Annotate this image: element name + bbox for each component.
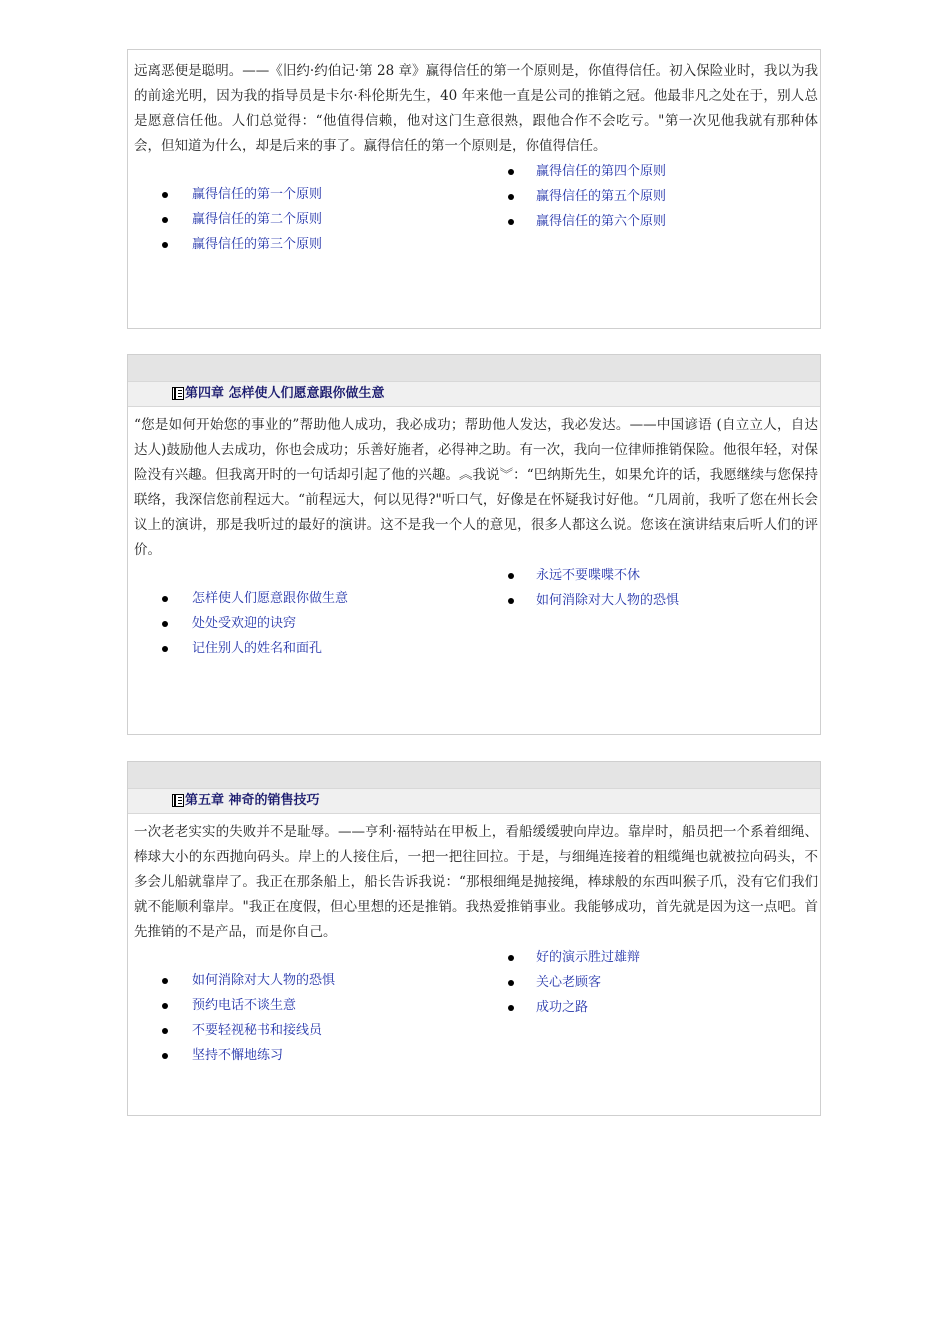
section-3-link-5[interactable]: 好的演示胜过雄辩 bbox=[536, 950, 641, 965]
book-icon bbox=[172, 794, 184, 807]
list-item bbox=[128, 1018, 498, 1043]
bullet-icon bbox=[162, 242, 168, 248]
chapter-title: 第四章 怎样使人们愿意跟你做生意 bbox=[185, 386, 385, 401]
bullet-icon bbox=[508, 598, 514, 604]
section-3-left-links bbox=[128, 968, 498, 1068]
list-item bbox=[128, 159, 822, 184]
list-item bbox=[128, 1043, 498, 1068]
bullet-icon bbox=[162, 1053, 168, 1059]
section-3-link-4[interactable]: 坚持不懈地练习 bbox=[192, 1048, 284, 1063]
section-box-3 bbox=[127, 761, 821, 1116]
section-2-chapter-bar bbox=[128, 381, 820, 407]
bullet-icon bbox=[162, 192, 168, 198]
section-3-paragraph: 一次老老实实的失败并不是耻辱。——亨利·福特站在甲板上，看船缓缓驶向岸边。靠岸时，船员把一个系着细绳、棒球大小的东西抛向码头。岸上的人接住后，一把一把往回拉。于是，与细绳连接着的粗缆绳也就被拉向码头，不多会儿船就靠岸了。我正在那条船上，船长告诉我说：“那根细绳是抛接绳，棒球般的东西叫猴子爪，没有它们我们就不能顺利靠岸。"我正在度假，但心里想的还是推销。我热爱推销事业。我能够成功，首先就是因为这一点吧。首先推销的不是产品，而是你自己。 bbox=[134, 824, 818, 940]
section-3-header-band bbox=[128, 762, 820, 788]
book-icon bbox=[172, 387, 184, 400]
bullet-icon bbox=[162, 621, 168, 627]
section-box-1 bbox=[127, 49, 821, 329]
section-3-link-3[interactable]: 不要轻视秘书和接线员 bbox=[192, 1023, 323, 1038]
bullet-icon bbox=[508, 955, 514, 961]
bullet-icon bbox=[508, 573, 514, 579]
section-1-links bbox=[128, 159, 820, 279]
list-item bbox=[128, 182, 498, 207]
list-item bbox=[128, 968, 498, 993]
section-2-left-links bbox=[128, 586, 498, 661]
section-2-links bbox=[128, 563, 820, 683]
section-1-link-2[interactable]: 赢得信任的第二个原则 bbox=[192, 212, 323, 227]
section-3-chapter-bar bbox=[128, 788, 820, 814]
section-2-link-1[interactable]: 怎样使人们愿意跟你做生意 bbox=[192, 591, 349, 606]
list-item bbox=[128, 945, 822, 970]
section-1-paragraph: 远离恶便是聪明。——《旧约·约伯记·第 28 章》赢得信任的第一个原则是，你值得信任。初入保险业时，我以为我的前途光明，因为我的指导员是卡尔·科伦斯先生，40 年来他一直是公司的推销之冠。他最非凡之处在于，别人总是愿意信任他。人们总觉得：“他值得信赖，他对这门生意很熟，跟他合作不会吃亏。"第一次见他我就有那种体会，但知道为什么，却是后来的事了。赢得信任的第一个原则是，你值得信任。 bbox=[134, 63, 818, 154]
section-2-link-2[interactable]: 处处受欢迎的诀窍 bbox=[192, 616, 297, 631]
bullet-icon bbox=[162, 978, 168, 984]
section-2-link-4[interactable]: 永远不要喋喋不休 bbox=[536, 568, 641, 583]
section-2-link-5[interactable]: 如何消除对大人物的恐惧 bbox=[536, 593, 680, 608]
section-2-paragraph: “您是如何开始您的事业的”帮助他人成功，我必成功；帮助他人发达，我必发达。——中国谚语 (自立立人，自达达人)鼓励他人去成功，你也会成功；乐善好施者，必得神之助。有一次，我向一位律师推销保险。他很年轻，对保险没有兴趣。但我离开时的一句话却引起了他的兴趣。︽我说︾：“巴纳斯先生，如果允许的话，我愿继续与您保持联络，我深信您前程远大。“前程远大，何以见得?"听口气，好像是在怀疑我讨好他。“几周前，我听了您在州长会议上的演讲，那是我听过的最好的演讲。这不是我一个人的意见，很多人都这么说。您该在演讲结束后听人们的评价。 bbox=[134, 417, 818, 558]
section-3-link-1[interactable]: 如何消除对大人物的恐惧 bbox=[192, 973, 336, 988]
chapter-title: 第五章 神奇的销售技巧 bbox=[185, 793, 320, 808]
section-1-left-links bbox=[128, 182, 498, 257]
section-1-link-6[interactable]: 赢得信任的第六个原则 bbox=[536, 214, 667, 229]
bullet-icon bbox=[508, 980, 514, 986]
list-item bbox=[128, 611, 498, 636]
bullet-icon bbox=[508, 194, 514, 200]
section-3-link-7[interactable]: 成功之路 bbox=[536, 1000, 589, 1015]
section-1-link-3[interactable]: 赢得信任的第三个原则 bbox=[192, 237, 323, 252]
bullet-icon bbox=[162, 217, 168, 223]
list-item bbox=[128, 993, 498, 1018]
section-3-links bbox=[128, 945, 820, 1065]
list-item bbox=[128, 636, 498, 661]
list-item bbox=[128, 586, 498, 611]
bullet-icon bbox=[508, 1005, 514, 1011]
bullet-icon bbox=[162, 1028, 168, 1034]
bullet-icon bbox=[508, 169, 514, 175]
list-item bbox=[128, 232, 498, 257]
list-item bbox=[128, 207, 498, 232]
section-2-header-band bbox=[128, 355, 820, 381]
list-item bbox=[128, 563, 822, 588]
bullet-icon bbox=[162, 1003, 168, 1009]
section-1-link-5[interactable]: 赢得信任的第五个原则 bbox=[536, 189, 667, 204]
section-3-link-2[interactable]: 预约电话不谈生意 bbox=[192, 998, 297, 1013]
bullet-icon bbox=[162, 646, 168, 652]
section-1-link-4[interactable]: 赢得信任的第四个原则 bbox=[536, 164, 667, 179]
section-2-link-3[interactable]: 记住别人的姓名和面孔 bbox=[192, 641, 323, 656]
section-3-link-6[interactable]: 关心老顾客 bbox=[536, 975, 602, 990]
bullet-icon bbox=[508, 219, 514, 225]
section-1-link-1[interactable]: 赢得信任的第一个原则 bbox=[192, 187, 323, 202]
section-box-2 bbox=[127, 354, 821, 735]
bullet-icon bbox=[162, 596, 168, 602]
